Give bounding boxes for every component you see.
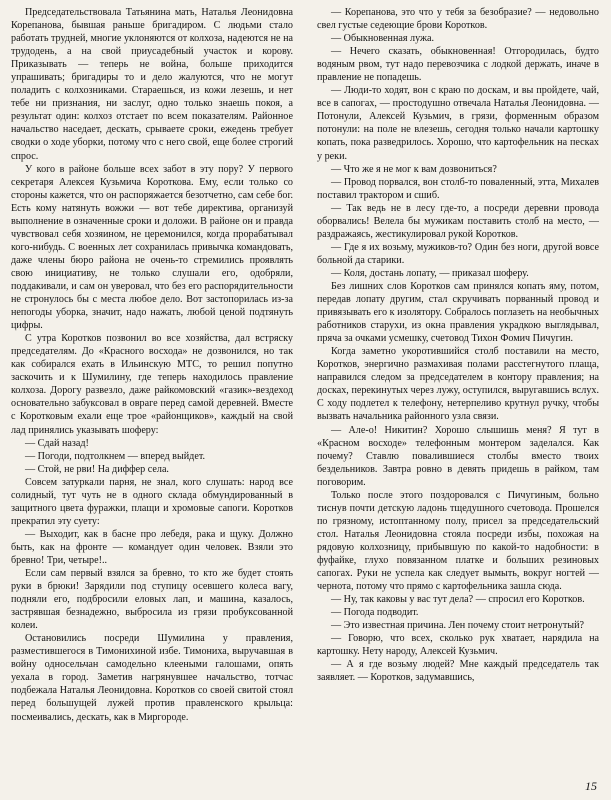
paragraph: — Коля, достань лопату, — приказал шоферу.	[331, 267, 529, 279]
page-number: 15	[585, 779, 597, 793]
paragraph: Когда заметно укоротившийся столб поставили на место, Коротков, энергично размахивая полами расстегнутого плаща, направился следом за председателем в контору правления; на досках, перекинутых через лужу, оступился, выругавшись вслух. С ходу подлетел к телефону, нетерпеливо крутнул ручку, чтобы вызвать начальника районного узла связи.	[317, 346, 599, 423]
paragraph: Если сам первый взялся за бревно, то кто же будет стоять руки в брюки! Зарядили под ступицу осевшего колеса вагу, подняли его, подбросили еловых лап, и машина, казалось, застрявшая безнадежно, выбросила из грязи пробуксованной колеи.	[11, 568, 293, 632]
paragraph: Только после этого поздоровался с Пичугиным, больно тиснув почти детскую ладонь тщедушного счетовода. Прошелся по грязному, истоптанному полу, присел за председательский стол. Наталья Леонидовна стояла посреди избы, похожая на рядовую колхозницу, прибывшую по какой-то надобности: в фуфайке, глухо повязанном платке и больших резиновых сапогах. Руки не успела как следует вымыть, вокруг ногтей — чернота, потому что прямо с картофельника зашла сюда.	[317, 489, 599, 593]
paragraph: — Где я их возьму, мужиков-то? Один без ноги, другой вовсе больной да старики.	[317, 241, 599, 266]
paragraph: Совсем затуркали парня, не знал, кого слушать: народ все солидный, тут чуть не в одного склада обмундированный в защитного цвета фуражки, плащи и хромовые сапоги. Коротков прекратил эту суету:	[11, 476, 293, 527]
paragraph: — Стой, не рви! На диффер села.	[25, 463, 169, 475]
left-column	[11, 6, 293, 776]
paragraph: Остановились посреди Шумилина у правления, разместившегося в Тимонихиной избе. Тимониха, выручавшая в войну односельчан самодельно клееными галошами, опять уехала в город. Заметив нагрянувшее начальство, тотчас подбежала Наталья Леонидовна. Коротков со своей свитой стоял перед большущей лужей против правленского крыльца: посмеивались, дескать, как в Миргороде.	[11, 633, 293, 723]
paragraph: — Ну, так каковы у вас тут дела? — спросил его Коротков.	[331, 594, 585, 606]
paragraph: — Обыкновенная лужа.	[331, 33, 435, 45]
paragraph: Без лишних слов Коротков сам принялся копать яму, потом, передав лопату другим, стал скручивать порванный провод и привязывать его к изолятору. Собралось поглазеть на необычных работников старухи, из окна правления украдкою выглядывал, пряча за очками усмешку, счетовод Тихон Фомич Пичугин.	[317, 280, 599, 345]
paragraph: — Так ведь не в лесу где-то, а посреди деревни провода оборвались! Велела бы мужикам поставить столб на место, — раздражаясь, жестикулировал рукой Коротков.	[317, 202, 599, 240]
paragraph: — Это известная причина. Лен почему стоит нетронутый?	[331, 620, 584, 632]
paragraph: — Выходит, как в басне про лебедя, рака и щуку. Должно быть, как на фронте — командует один человек. Взяли это бревно! Три, четыре!..	[11, 528, 293, 566]
paragraph: — Погоди, подтолкнем — вперед выйдет.	[25, 450, 206, 462]
paragraph: — Что же я не мог к вам дозвониться?	[331, 163, 497, 175]
paragraph: У кого в районе больше всех забот в эту пору? У первого секретаря Алексея Кузьмича Короткова. Ему, если только со стороны кажется, что он распоряжается безотчетно, сам себе бог. Есть кому натянуть вожжи — вот тебе директива, организуй выполнение в означенные сроки и доложи. В районе он и правда чувствовал себя хозяином, не церемонился, когда прорабатывал кого-нибудь. С военных лет сохранилась привычка командовать, даже члены бюро района не очень-то стремились проявлять свою инициативу, не только слушали его, одобряли, поддакивали, и сам он уверовал, что без его распорядительности не стронулось бы с места любое дело. Вот застопорилась из-за непогоды уборка, значит, надо нажать, любой ценой подтянуть цифры.	[11, 163, 293, 332]
paragraph: С утра Коротков позвонил во все хозяйства, дал встряску председателям. До «Красного восхода» не дозвонился, но так как собирался ехать в Ильинскую МТС, то решил попутно заскочить и к Шумилину, где теперь находилось правление колхоза. Дорогу развезло, даже райкомовский «газик»-вездеход основательно забуксовал в овраге перед самой деревней. Вместе с Коротковым ехали еще трое «районщиков», каждый на свой лад принялись указывать шоферу:	[11, 333, 293, 436]
paragraph: — Погода подводит.	[331, 607, 419, 619]
paragraph: — Нечего сказать, обыкновенная! Отгородилась, будто водяным рвом, тут надо перевозчика с лодкой держать, иначе в правление не попадешь.	[317, 46, 599, 84]
right-column	[317, 6, 599, 776]
paragraph: — Але-о! Никитин? Хорошо слышишь меня? Я тут в «Красном восходе» телефонным монтером заделался. Как почему? Ставлю повалившиеся столбы вместо твоих бездельников. Завтра ровно в девять придешь в райком, там поговорим.	[317, 424, 599, 488]
paragraph: — Корепанова, это что у тебя за безобразие? — недовольно свел густые седеющие брови Коротков.	[317, 7, 599, 32]
paragraph: — Провод порвался, вон столб-то поваленный, эттa, Михалев поставил трактором и сшиб.	[317, 176, 599, 201]
paragraph: — А я где возьму людей? Мне каждый председатель так заявляет. — Коротков, задумавшись,	[317, 659, 599, 684]
paragraph: — Люди-то ходят, вон с краю по доскам, и вы пройдете, чай, все в сапогах, — простодушно отвечала Наталья Леонидовна. — Потонули, Алексей Кузьмич, в грязи, форменным образом потонули: на поле не влезешь, сегодня только начали картошку копать, пока разведрилось. Хорошо, что картофельник на песках у реки.	[317, 85, 599, 162]
paragraph: — Говорю, что всех, сколько рук хватает, нарядила на картошку. Нету народу, Алексей Кузьмич.	[317, 633, 599, 658]
paragraph: Председательствовала Татьянина мать, Наталья Леонидовна Корепанова, бывшая раньше бригадиром. С людьми стало работать трудней, многие уклоняются от колхоза, надеются не на трудодень, а на свой приусадебный участок и корову. Приказывать — теперь не война, больше приходится упрашивать; бригадиры то и дело жалуются, что не могут поладить с колхозниками. Стараешься, из кожи лезешь, и нет тебе ни признания, ни заслуг, одно только знаешь покоя, а результат один: колхоз отстает по всем показателям. Районное начальство наседает, дескать, срываете сроки, ежедень требует сводки о ходе уборки, потому что с него свой, еще более строгий спрос.	[11, 7, 293, 162]
paragraph: — Сдай назад!	[25, 437, 89, 449]
